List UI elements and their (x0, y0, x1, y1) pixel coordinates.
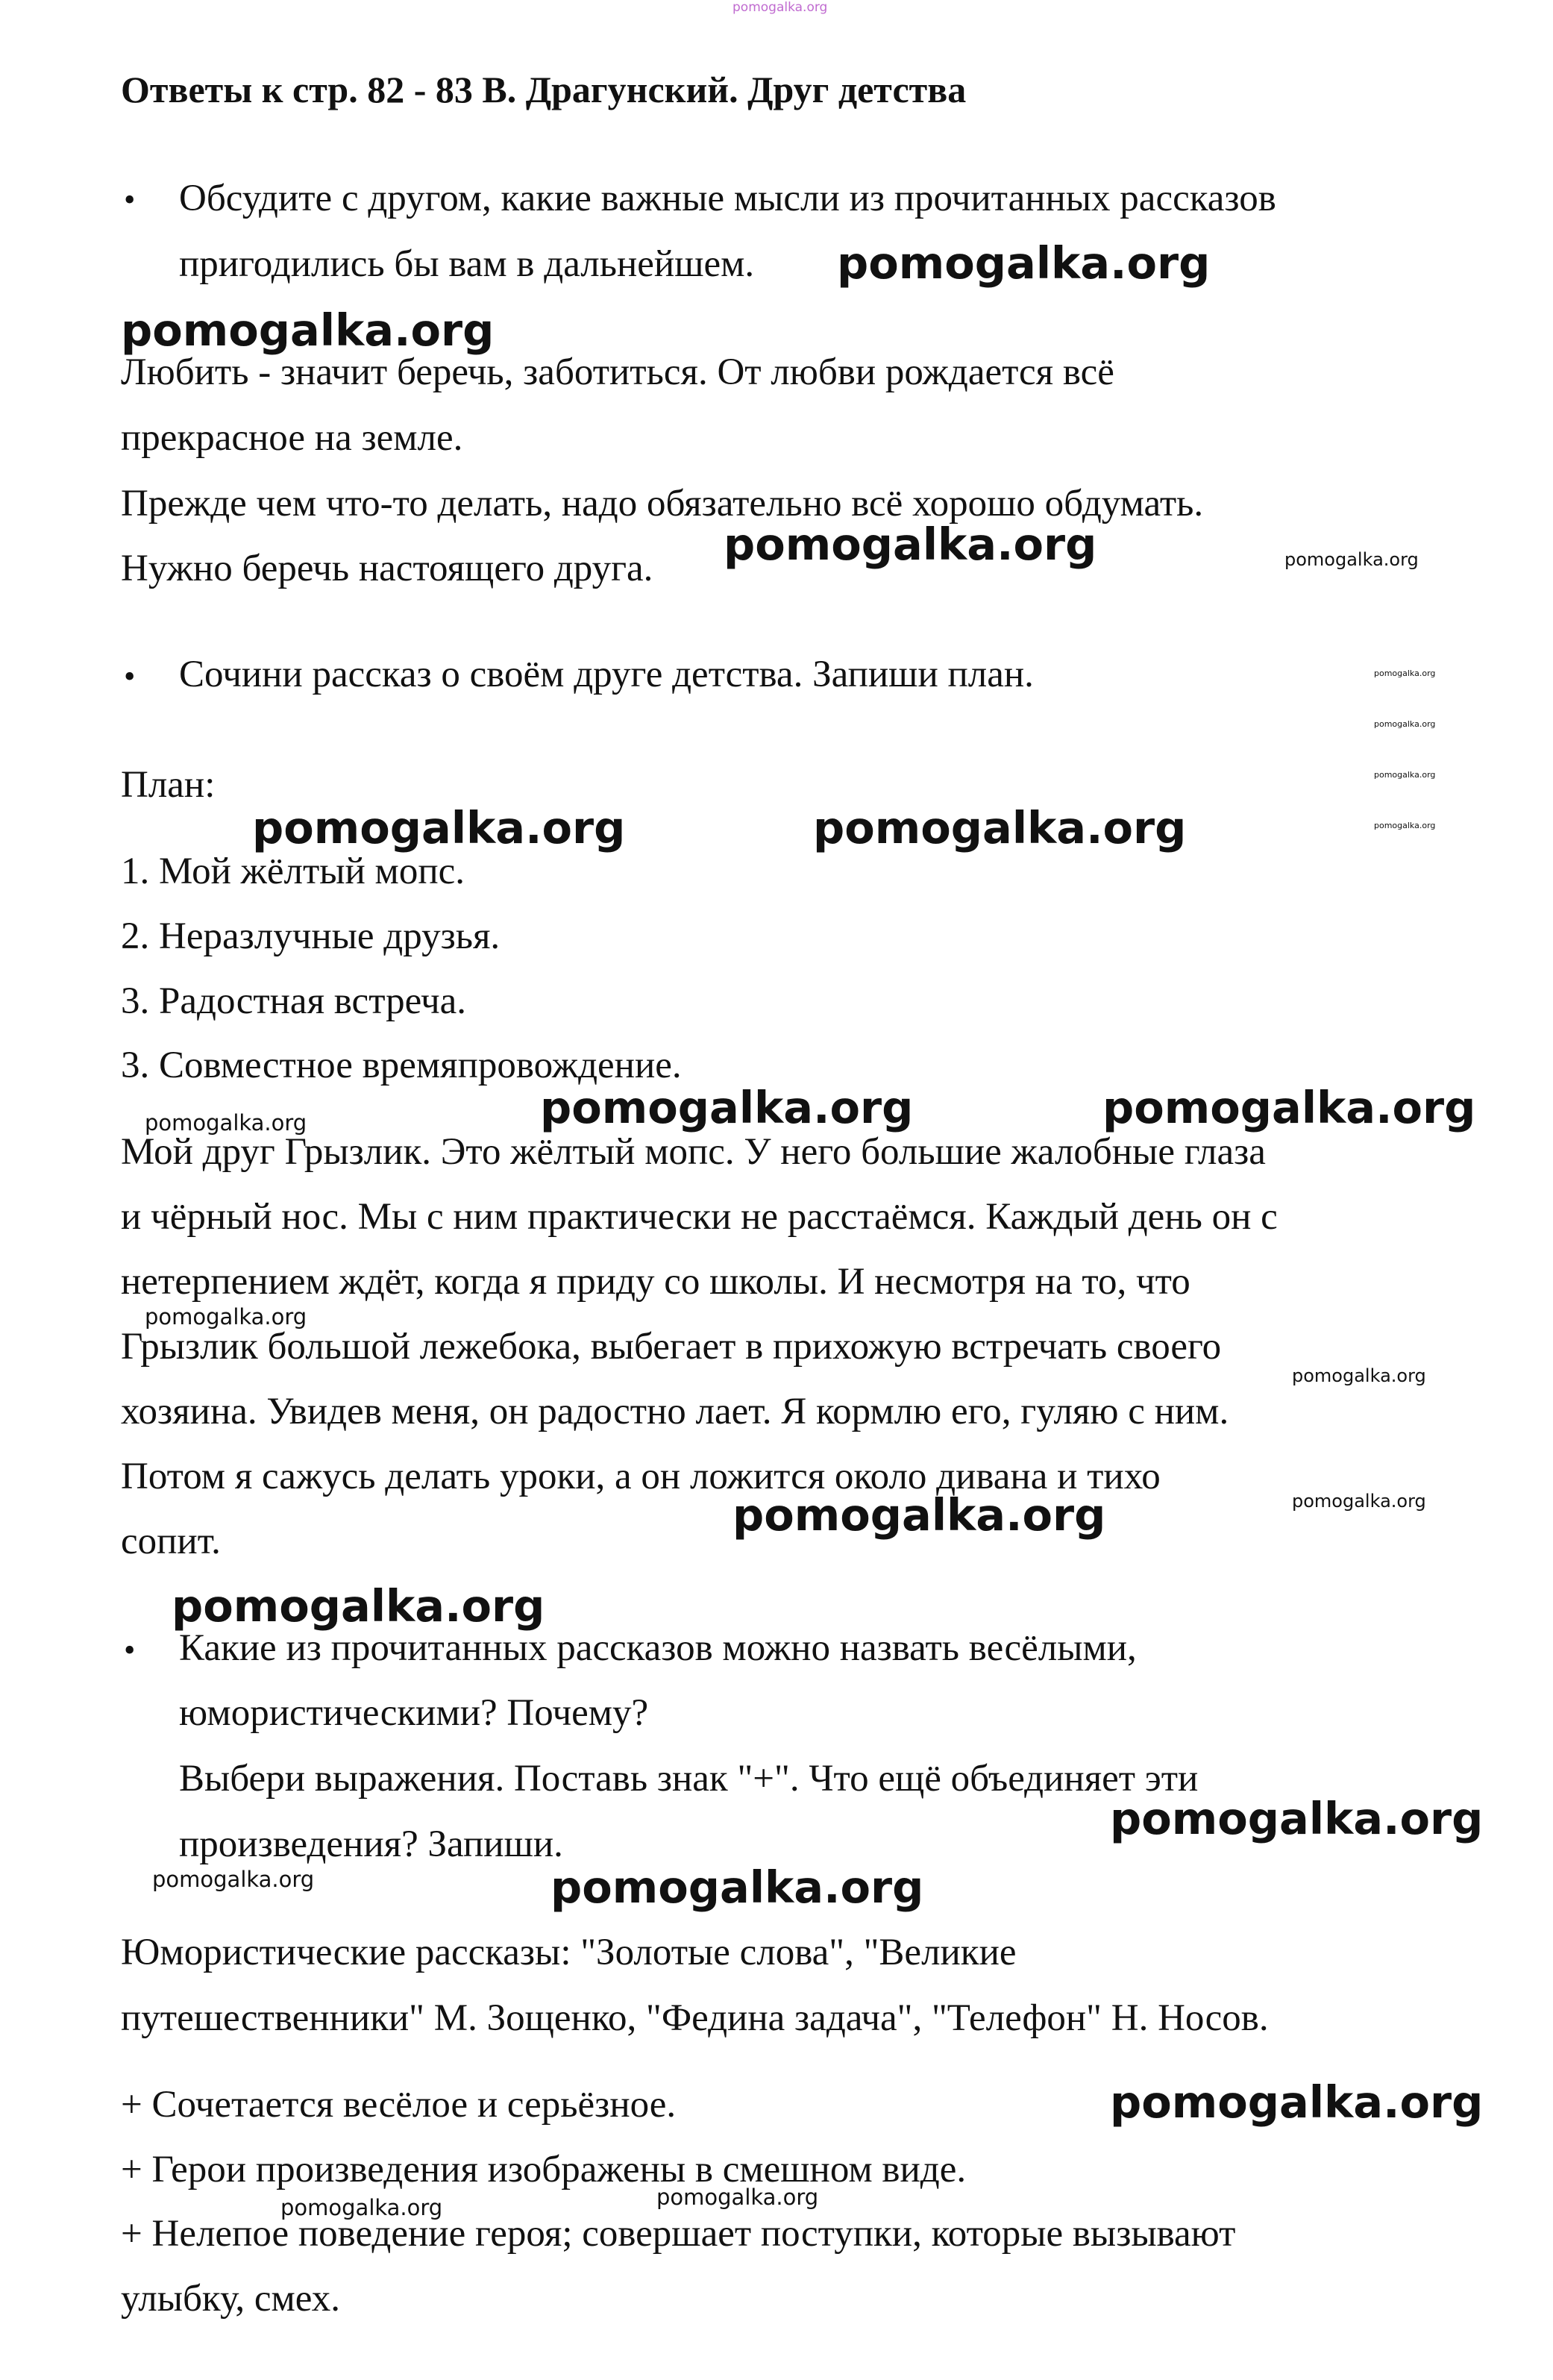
watermark: pomogalka.org (1374, 770, 1436, 780)
watermark: pomogalka.org (1374, 719, 1436, 729)
watermark: pomogalka.org (550, 1861, 924, 1913)
question-1-line-2: пригодились бы вам в дальнейшем. (179, 243, 755, 285)
watermark: pomogalka.org (1374, 668, 1436, 678)
header-watermark: pomogalka.org (732, 0, 828, 15)
answer-1-line: прекрасное на земле. (121, 417, 463, 459)
story-line: хозяина. Увидев меня, он радостно лает. Я кормлю его, гуляю с ним. (121, 1391, 1229, 1432)
plus-item: + Сочетается весёлое и серьёзное. (121, 2084, 677, 2126)
page-title: Ответы к стр. 82 - 83 В. Драгунский. Друг детства (121, 69, 967, 110)
story-line: и чёрный нос. Мы с ним практически не расстаёмся. Каждый день он с (121, 1196, 1278, 1238)
answer-3-line: Юмористические рассказы: "Золотые слова", "Великие (121, 1932, 1017, 1973)
story-line: Грызлик большой лежебока, выбегает в прихожую встречать своего (121, 1326, 1222, 1368)
watermark: pomogalka.org (724, 519, 1097, 570)
watermark: pomogalka.org (1292, 1365, 1426, 1386)
answer-1-line: Нужно беречь настоящего друга. (121, 548, 653, 589)
story-line: сопит. (121, 1521, 221, 1562)
watermark: pomogalka.org (837, 237, 1211, 289)
watermark: pomogalka.org (1110, 2076, 1484, 2128)
watermark: pomogalka.org (656, 2185, 819, 2210)
watermark: pomogalka.org (280, 2195, 443, 2220)
plan-item: 1. Мой жёлтый мопс. (121, 851, 465, 892)
question-1-line-1: Обсудите с другом, какие важные мысли из прочитанных рассказов (179, 178, 1276, 219)
plus-item: + Нелепое поведение героя; совершает поступки, которые вызывают (121, 2213, 1236, 2255)
plan-item: 3. Радостная встреча. (121, 980, 467, 1022)
watermark: pomogalka.org (1284, 549, 1419, 570)
plan-item: 2. Неразлучные друзья. (121, 915, 501, 957)
plus-item: + Герои произведения изображены в смешном виде. (121, 2149, 967, 2190)
bullet-q2: • (124, 658, 136, 695)
watermark: pomogalka.org (1292, 1491, 1426, 1512)
plan-heading: План: (121, 764, 216, 806)
watermark: pomogalka.org (152, 1867, 315, 1892)
watermark: pomogalka.org (813, 802, 1187, 854)
story-line: нетерпением ждёт, когда я приду со школы. И несмотря на то, что (121, 1261, 1190, 1303)
question-3-line: произведения? Запиши. (179, 1823, 563, 1865)
bullet-q1: • (124, 181, 136, 218)
watermark: pomogalka.org (540, 1082, 914, 1133)
watermark: pomogalka.org (145, 1304, 307, 1330)
watermark: pomogalka.org (172, 1580, 545, 1632)
answer-1-line: Прежде чем что-то делать, надо обязательно всё хорошо обдумать. (121, 483, 1204, 524)
plan-item: 3. Совместное времяпровождение. (121, 1045, 682, 1086)
watermark: pomogalka.org (121, 304, 495, 356)
watermark: pomogalka.org (252, 802, 626, 854)
story-line: Мой друг Грызлик. Это жёлтый мопс. У него большие жалобные глаза (121, 1131, 1266, 1173)
watermark: pomogalka.org (145, 1110, 307, 1136)
watermark: pomogalka.org (1374, 821, 1436, 830)
answer-1-line: Любить - значит беречь, заботиться. От любви рождается всё (121, 351, 1114, 393)
question-3-line: юмористическими? Почему? (179, 1692, 649, 1734)
story-line: Потом я сажусь делать уроки, а он ложится около дивана и тихо (121, 1456, 1161, 1497)
watermark: pomogalka.org (732, 1489, 1106, 1541)
question-3-line: Выбери выражения. Поставь знак "+". Что ещё объединяет эти (179, 1758, 1199, 1800)
bullet-q3: • (124, 1632, 136, 1668)
question-3-line: Какие из прочитанных рассказов можно назвать весёлыми, (179, 1627, 1137, 1669)
plus-item: улыбку, смех. (121, 2278, 340, 2320)
watermark: pomogalka.org (1102, 1082, 1476, 1133)
answer-3-line: путешественники" М. Зощенко, "Федина задача", "Телефон" Н. Носов. (121, 1997, 1269, 2039)
watermark: pomogalka.org (1110, 1793, 1484, 1844)
question-2-line: Сочини рассказ о своём друге детства. Запиши план. (179, 654, 1034, 695)
